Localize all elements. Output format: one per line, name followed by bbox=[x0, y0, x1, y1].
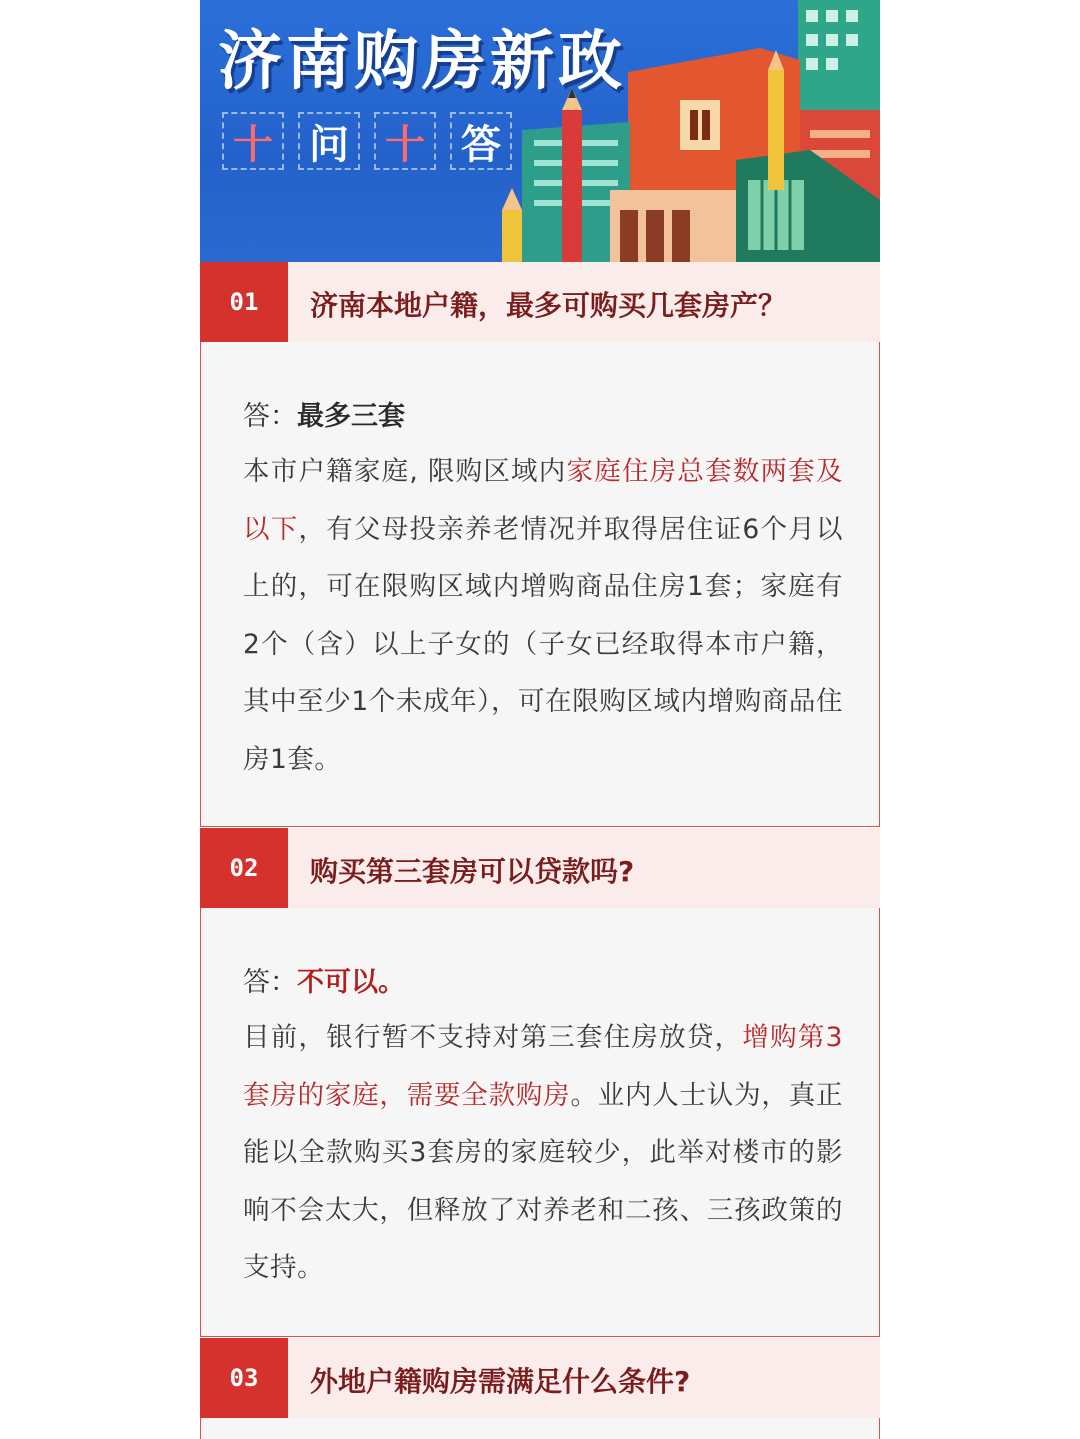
answer-line bbox=[243, 394, 405, 433]
question-title: 购买第三套房可以贷款吗? bbox=[310, 855, 635, 888]
answer-text: 。业内人士认为，真正能以全款购买3套房的家庭较少，此举对楼市的影响不会太大，但释放了对养老和二孩、三孩政策的支持。 bbox=[243, 1079, 844, 1283]
question-number: 03 bbox=[200, 1338, 288, 1418]
question-title: 济南本地户籍，最多可购买几套房产？ bbox=[310, 289, 787, 322]
answer-highlight: 增购第3套房的家庭，需要全款购房 bbox=[243, 1022, 843, 1111]
answer-text: ，有父母投亲养老情况并取得居住证6个月以上的，可在限购区域内增购商品住房1套；家庭有2个（含）以上子女的（子女已经取得本市户籍，其中至少1个未成年），可在限购区域内增购商品住房1套。 bbox=[243, 513, 843, 775]
banner-title: 济南购房新政 bbox=[218, 25, 626, 99]
answer-card-01 bbox=[200, 342, 880, 827]
answer-text: 目前，银行暂不支持对第三套住房放贷， bbox=[243, 1022, 743, 1053]
subtitle-char: 问 bbox=[298, 112, 360, 170]
question-title: 外地户籍购房需满足什么条件? bbox=[310, 1365, 691, 1398]
question-number: 01 bbox=[200, 262, 288, 342]
answer-summary: 最多三套 bbox=[297, 401, 405, 432]
answer-card-03 bbox=[200, 1418, 880, 1439]
header-banner bbox=[200, 0, 880, 262]
answer-paragraph bbox=[243, 1009, 843, 1297]
question-header-02 bbox=[200, 828, 880, 908]
answer-paragraph bbox=[243, 443, 843, 788]
subtitle-char: 十 bbox=[374, 112, 436, 170]
banner-subtitle bbox=[222, 112, 512, 170]
answer-text: 本市户籍家庭, 限购区域内 bbox=[243, 456, 567, 487]
subtitle-char: 答 bbox=[450, 112, 512, 170]
answer-label: 答： bbox=[243, 967, 297, 998]
answer-highlight: 家庭住房总套数两套及以下 bbox=[243, 456, 843, 545]
answer-line bbox=[243, 960, 405, 999]
subtitle-char: 十 bbox=[222, 112, 284, 170]
question-number: 02 bbox=[200, 828, 288, 908]
answer-card-02 bbox=[200, 908, 880, 1337]
answer-summary: 不可以。 bbox=[297, 967, 405, 998]
question-header-01 bbox=[200, 262, 880, 342]
article-column bbox=[200, 0, 880, 1439]
answer-label: 答： bbox=[243, 401, 297, 432]
question-header-03 bbox=[200, 1338, 880, 1418]
